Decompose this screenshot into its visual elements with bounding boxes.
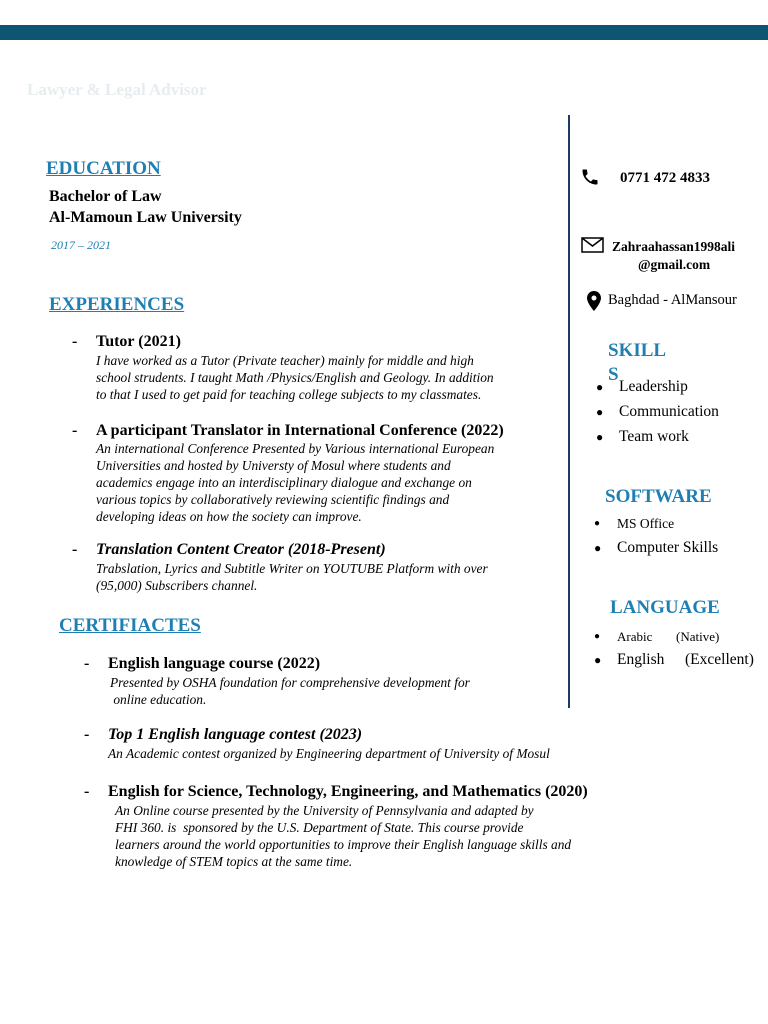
- description-line: to that I used to get paid for teaching college subjects to my classmates.: [96, 387, 482, 402]
- education-degree: Bachelor of Law: [49, 188, 162, 205]
- description-line: academics engage into an interdisciplinary dialogue and exchange on: [96, 475, 472, 490]
- contact-location: Baghdad - AlMansour: [608, 292, 737, 308]
- description-line: school strudents. I taught Math /Physics/English and Geology. In addition: [96, 370, 494, 385]
- experiences-heading: EXPERIENCES: [49, 294, 185, 315]
- description-line: developing ideas on how the society can improve.: [96, 509, 362, 524]
- description-line: I have worked as a Tutor (Private teacher) mainly for middle and high: [96, 353, 474, 368]
- experience-title: Translation Content Creator (2018-Present): [96, 541, 386, 558]
- description-line: An international Conference Presented by Various international European: [96, 441, 495, 456]
- experience-title: Tutor (2021): [96, 333, 181, 350]
- skill-item: Communication: [619, 403, 719, 420]
- contact-email-user: Zahraahassan1998ali: [612, 239, 736, 254]
- experience-title: A participant Translator in International Conference (2022): [96, 422, 504, 439]
- certificates-heading: CERTIFIACTES: [59, 615, 201, 636]
- language-level: (Native): [676, 629, 720, 644]
- description-line: knowledge of STEM topics at the same time.: [115, 854, 353, 869]
- list-dash: -: [84, 655, 90, 672]
- certificate-title: Top 1 English language contest (2023): [108, 726, 363, 743]
- description-line: Presented by OSHA foundation for comprehensive development for: [110, 675, 470, 690]
- certificate-title: English language course (2022): [108, 655, 321, 672]
- description-line: An Online course presented by the University of Pennsylvania and adapted by: [115, 803, 534, 818]
- description-line: Trabslation, Lyrics and Subtitle Writer on YOUTUBE Platform with over: [96, 561, 488, 576]
- description-line: FHI 360. is sponsored by the U.S. Department of State. This course provide: [115, 820, 524, 835]
- map-pin-icon: [586, 290, 602, 312]
- bullet-icon: ●: [596, 430, 604, 444]
- language-heading: LANGUAGE: [610, 597, 720, 618]
- certificate-description: [115, 802, 571, 870]
- column-divider: [568, 115, 570, 708]
- list-dash: -: [84, 726, 90, 743]
- certificate-description: [110, 674, 470, 708]
- description-line: various topics by collaboratively reviewing scientific findings and: [96, 492, 450, 507]
- description-line: An Academic contest organized by Engineering department of University of Mosul: [108, 746, 550, 761]
- bullet-icon: ●: [594, 653, 602, 667]
- skills-heading-part1: SKILL: [608, 340, 667, 361]
- experience-description: [96, 560, 488, 594]
- description-line: learners around the world opportunities to improve their English language skills and: [115, 837, 572, 852]
- experience-description: [96, 440, 494, 525]
- bullet-icon: ●: [594, 631, 601, 642]
- bullet-icon: ●: [594, 518, 601, 529]
- language-level: (Excellent): [685, 651, 754, 668]
- contact-email-domain: @gmail.com: [638, 257, 711, 272]
- skill-item: Leadership: [619, 378, 688, 395]
- list-dash: -: [84, 783, 90, 800]
- language-name: English: [617, 651, 665, 668]
- software-heading: SOFTWARE: [605, 486, 712, 507]
- education-university: Al-Mamoun Law University: [49, 209, 242, 226]
- skills-heading-part2: S: [608, 364, 619, 385]
- envelope-icon: [581, 237, 604, 253]
- job-title: Lawyer & Legal Advisor: [27, 80, 207, 99]
- education-years: 2017 – 2021: [51, 238, 111, 252]
- contact-phone: 0771 472 4833: [620, 170, 710, 186]
- top-banner: [0, 25, 768, 40]
- skill-item: Team work: [619, 428, 689, 445]
- phone-icon: [580, 167, 600, 187]
- education-heading: EDUCATION: [46, 158, 161, 179]
- description-line: (95,000) Subscribers channel.: [96, 578, 258, 593]
- language-name: Arabic: [617, 629, 653, 644]
- bullet-icon: ●: [596, 405, 604, 419]
- list-dash: -: [72, 333, 78, 350]
- software-item: MS Office: [617, 516, 675, 531]
- description-line: online education.: [110, 692, 207, 707]
- experience-description: [96, 352, 494, 403]
- list-dash: -: [72, 422, 78, 439]
- certificate-description: [108, 745, 550, 762]
- description-line: Universities and hosted by Universty of Mosul where students and: [96, 458, 451, 473]
- software-item: Computer Skills: [617, 539, 719, 556]
- certificate-title: English for Science, Technology, Engineering, and Mathematics (2020): [108, 783, 588, 800]
- list-dash: -: [72, 541, 78, 558]
- bullet-icon: ●: [594, 541, 602, 555]
- bullet-icon: ●: [596, 380, 604, 394]
